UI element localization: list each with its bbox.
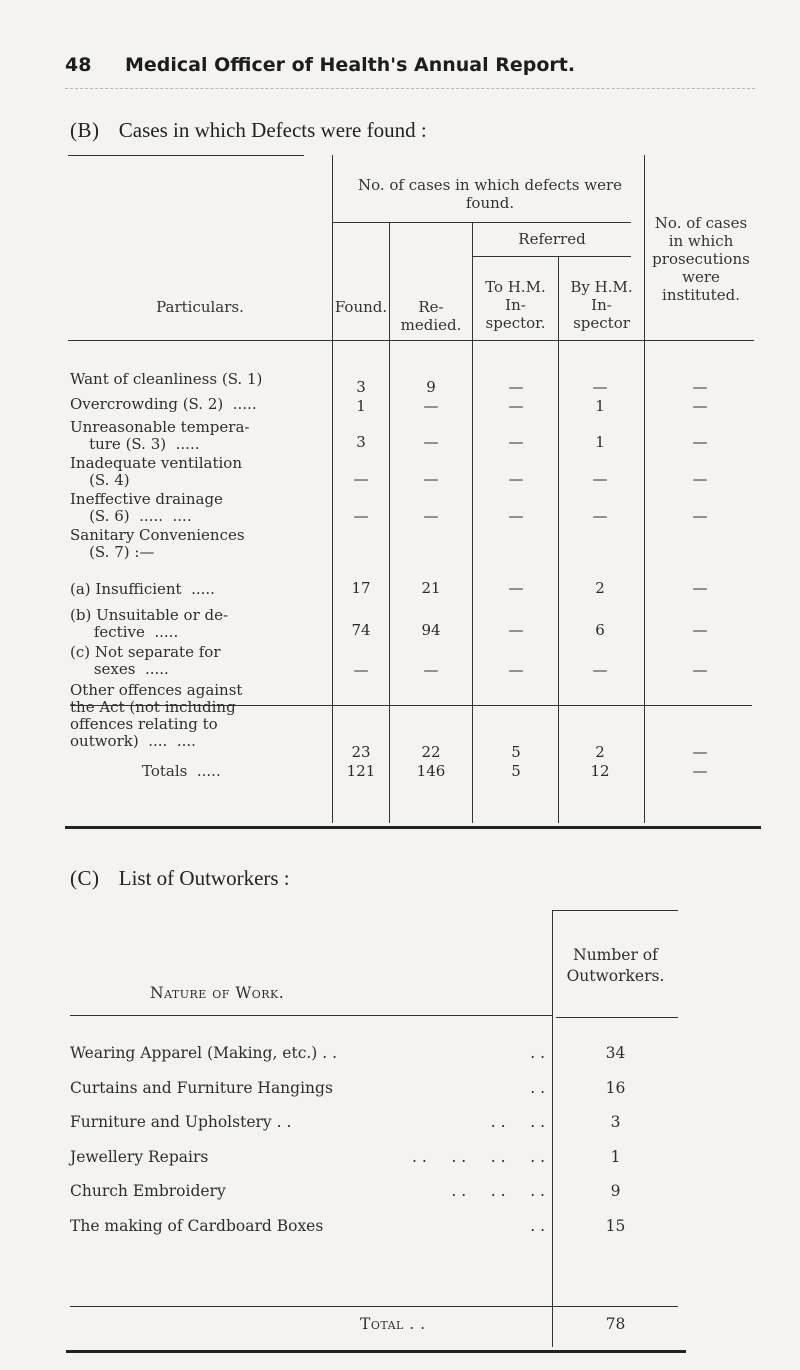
cell-pros: — bbox=[692, 378, 708, 396]
cell-found: 3 bbox=[356, 433, 366, 451]
out-header-rule-right bbox=[556, 1017, 678, 1018]
header-particulars: Particulars. bbox=[156, 298, 244, 316]
cell-remedied: — bbox=[423, 433, 439, 451]
header-to-hm-inspector: To H.M. In- spector. bbox=[485, 278, 546, 332]
leader-dots: . . bbox=[530, 1216, 545, 1235]
subheader-rule bbox=[333, 222, 631, 223]
header-referred: Referred bbox=[518, 230, 586, 248]
outwork-label: Furniture and Upholstery . . bbox=[70, 1113, 292, 1131]
header-group-defects: No. of cases in which defects were found. bbox=[357, 176, 623, 212]
cell-found: 1 bbox=[356, 397, 366, 415]
outwork-count: 3 bbox=[610, 1113, 621, 1131]
out-total-label: Total . . bbox=[360, 1315, 426, 1333]
cell-to-hm: — bbox=[508, 433, 524, 451]
cell-to-hm: — bbox=[508, 470, 524, 488]
cell-by-hm: — bbox=[592, 661, 608, 679]
outwork-count: 15 bbox=[605, 1216, 626, 1235]
cell-pros: — bbox=[692, 433, 708, 451]
cell-by-hm: — bbox=[592, 507, 608, 525]
leader-dots: . . bbox=[530, 1078, 545, 1097]
row-label: Unreasonable tempera- ture (S. 3) ..... bbox=[70, 418, 250, 453]
cell-by-hm: — bbox=[592, 470, 608, 488]
cell-found: 17 bbox=[351, 579, 371, 597]
cell-to-hm: — bbox=[508, 621, 524, 639]
cell-remedied: — bbox=[423, 397, 439, 415]
row-label: (c) Not separate for sexes ..... bbox=[70, 643, 221, 678]
totals-found: 121 bbox=[346, 762, 376, 780]
leader-dots: . . . . . . . . bbox=[411, 1147, 545, 1166]
out-bottom-rule bbox=[66, 1350, 686, 1353]
table-top-rule bbox=[68, 155, 304, 156]
outwork-count: 9 bbox=[610, 1182, 621, 1200]
outwork-count: 1 bbox=[610, 1147, 621, 1166]
row-label: (b) Unsuitable or de- fective ..... bbox=[70, 606, 229, 641]
cell-by-hm: — bbox=[592, 378, 608, 396]
leader-dots: . . bbox=[530, 1044, 545, 1062]
cell-by-hm: 2 bbox=[595, 579, 605, 597]
cell-found: 3 bbox=[356, 378, 366, 396]
outwork-label: Church Embroidery bbox=[70, 1182, 226, 1200]
table-bottom-rule bbox=[65, 826, 761, 829]
referred-rule bbox=[472, 256, 631, 257]
header-nature-of-work: Nature of Work. bbox=[150, 984, 285, 1002]
cell-by-hm: 1 bbox=[595, 397, 605, 415]
cell-to-hm: — bbox=[508, 397, 524, 415]
out-header-rule-left bbox=[70, 1015, 552, 1016]
outwork-label: Wearing Apparel (Making, etc.) . . bbox=[70, 1044, 338, 1062]
outwork-label: The making of Cardboard Boxes bbox=[70, 1216, 324, 1235]
cell-found: 74 bbox=[351, 621, 371, 639]
row-label: Overcrowding (S. 2) ..... bbox=[70, 395, 257, 413]
row-label: Other offences against the Act (not including offences relating to outwork) .... .... bbox=[70, 681, 243, 750]
out-top-rule bbox=[552, 910, 678, 911]
cell-pros: — bbox=[692, 397, 708, 415]
col-rule-1 bbox=[332, 155, 333, 823]
cell-found: 23 bbox=[351, 743, 371, 761]
header-number-of-outworkers: Number of Outworkers. bbox=[566, 946, 665, 985]
totals-by-hm: 12 bbox=[590, 762, 610, 780]
cell-pros: — bbox=[692, 507, 708, 525]
cell-by-hm: 1 bbox=[595, 433, 605, 451]
cell-remedied: 22 bbox=[421, 743, 441, 761]
cell-found: — bbox=[353, 661, 369, 679]
header-by-hm-inspector: By H.M. In- spector bbox=[570, 278, 633, 332]
section-c-title: (C) List of Outworkers : bbox=[70, 866, 290, 890]
header-remedied: Re- medied. bbox=[400, 298, 462, 334]
outwork-label: Curtains and Furniture Hangings bbox=[70, 1078, 333, 1097]
totals-remedied: 146 bbox=[416, 762, 446, 780]
row-label: Inadequate ventilation (S. 4) bbox=[70, 454, 242, 489]
outwork-count: 34 bbox=[605, 1044, 626, 1062]
cell-remedied: — bbox=[423, 507, 439, 525]
header-found: Found. bbox=[334, 298, 388, 316]
cell-pros: — bbox=[692, 661, 708, 679]
row-label: Ineffective drainage (S. 6) ..... .... bbox=[70, 490, 223, 525]
cell-to-hm: — bbox=[508, 661, 524, 679]
header-bottom-rule bbox=[68, 340, 754, 341]
report-title: Medical Officer of Health's Annual Report. bbox=[125, 54, 576, 76]
cell-found: — bbox=[353, 507, 369, 525]
header-prosecutions: No. of cases in which prosecutions were instituted. bbox=[652, 214, 750, 304]
cell-to-hm: 5 bbox=[511, 743, 521, 761]
outwork-count: 16 bbox=[605, 1078, 626, 1097]
cell-remedied: 21 bbox=[421, 579, 441, 597]
outwork-label: Jewellery Repairs bbox=[70, 1147, 209, 1166]
cell-by-hm: 2 bbox=[595, 743, 605, 761]
cell-to-hm: — bbox=[508, 579, 524, 597]
section-c-heading: List of Outworkers : bbox=[118, 866, 290, 890]
cell-remedied: 9 bbox=[426, 378, 436, 396]
page-number: 48 bbox=[65, 54, 92, 76]
section-b-title: (B) Cases in which Defects were found : bbox=[70, 118, 427, 142]
cell-pros: — bbox=[692, 470, 708, 488]
cell-to-hm: — bbox=[508, 378, 524, 396]
cell-remedied: 94 bbox=[421, 621, 441, 639]
cell-pros: — bbox=[692, 743, 708, 761]
leader-dots: . . . . . . bbox=[451, 1182, 545, 1200]
out-total-value: 78 bbox=[605, 1315, 626, 1333]
cell-remedied: — bbox=[423, 661, 439, 679]
out-total-rule bbox=[70, 1306, 678, 1307]
totals-prosecutions: — bbox=[692, 762, 708, 780]
row-label: (a) Insufficient ..... bbox=[70, 580, 215, 598]
totals-to-hm: 5 bbox=[511, 762, 521, 780]
leader-dots: . . . . bbox=[490, 1113, 545, 1131]
cell-found: — bbox=[353, 470, 369, 488]
cell-pros: — bbox=[692, 579, 708, 597]
cell-to-hm: — bbox=[508, 507, 524, 525]
totals-label: Totals ..... bbox=[142, 762, 221, 780]
header-rule bbox=[65, 88, 755, 89]
col-rule-4 bbox=[558, 256, 559, 823]
cell-by-hm: 6 bbox=[595, 621, 605, 639]
cell-pros: — bbox=[692, 621, 708, 639]
cell-remedied: — bbox=[423, 470, 439, 488]
row-label: Sanitary Conveniences (S. 7) :— bbox=[70, 526, 245, 561]
section-b-heading: Cases in which Defects were found : bbox=[118, 118, 427, 142]
row-label: Want of cleanliness (S. 1) bbox=[70, 370, 263, 388]
